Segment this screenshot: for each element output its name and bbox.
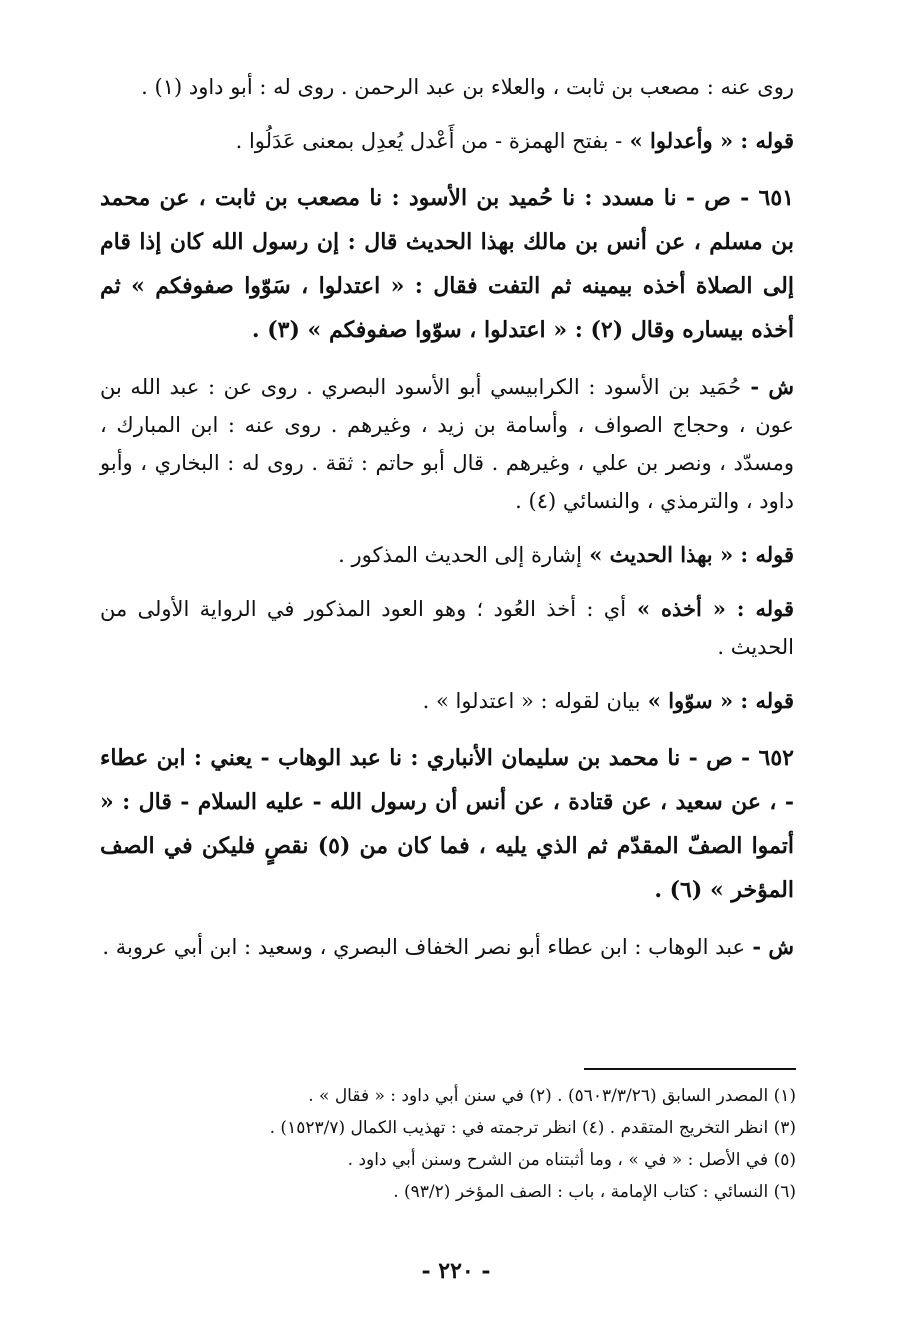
paragraph-lead: ش -: [741, 374, 794, 399]
paragraph-lead: قوله : « سوّوا »: [640, 688, 794, 713]
paragraph-1: [100, 68, 794, 106]
hadith-651: [100, 176, 794, 352]
footnote-line: (٥) في الأصل : « في » ، وما أثبتناه من الشرح وسنن أبي داود .: [347, 1150, 796, 1170]
paragraph-lead: قوله : « وأعدلوا »: [622, 128, 794, 153]
paragraph-6: [100, 590, 794, 666]
paragraph-4: [100, 368, 794, 520]
paragraph-lead: ش -: [745, 934, 794, 959]
paragraph-7: [100, 682, 794, 720]
page-number: - ٢٢٠ -: [421, 1258, 491, 1284]
paragraph-lead: قوله : « بهذا الحديث »: [581, 542, 794, 567]
paragraph-text: عبد الوهاب : ابن عطاء أبو نصر الخفاف البصري ، وسعيد : ابن أبي عروبة .: [102, 935, 746, 959]
paragraph-text: روى عنه : مصعب بن ثابت ، والعلاء بن عبد الرحمن . روى له : أبو داود (١) .: [141, 75, 794, 99]
hadith-652: [100, 736, 794, 912]
footnote-line: (١) المصدر السابق (٥٦٠٣/٣/٢٦) . (٢) في سنن أبي داود : « فقال » .: [308, 1086, 796, 1106]
paragraph-text: أي : أخذ العُود ؛ وهو العود المذكور في الرواية الأولى من الحديث .: [100, 597, 794, 659]
paragraph-2: [100, 122, 794, 160]
paragraph-text: ٦٥١ - ص - نا مسدد : نا حُميد بن الأسود : نا مصعب بن ثابت ، عن محمد بن مسلم ، عن أنس بن مالك بهذا الحديث قال : إن رسول الله كان إذا قام إلى الصلاة أخذه بيمينه ثم التفت فقال : « اعتدلوا ، سَوّوا صفوفكم » ثم أخذه بيساره وقال (٢) : « اعتدلوا ، سوّوا صفوفكم » (٣) .: [100, 185, 794, 343]
paragraph-text: حُمَيد بن الأسود : الكرابيسي أبو الأسود البصري . روى عن : عبد الله بن عون ، وحجاج الصواف ، وأسامة بن زيد ، وغيرهم . روى عنه : ابن المبارك ، ومسدّد ، ونصر بن علي ، وغيرهم . قال أبو حاتم : ثقة . روى له : البخاري ، وأبو داود ، والترمذي ، والنسائي (٤) .: [100, 375, 794, 513]
page-body: [100, 68, 794, 982]
footnotes: [110, 1080, 796, 1208]
paragraph-text: بيان لقوله : « اعتدلوا » .: [422, 689, 641, 713]
paragraph-text: - بفتح الهمزة - من أَعْدل يُعدِل بمعنى عَدَلُوا .: [235, 129, 623, 153]
paragraph-text: إشارة إلى الحديث المذكور .: [338, 543, 582, 567]
paragraph-9: [100, 928, 794, 966]
footnote-divider: [584, 1068, 796, 1070]
footnote-line: (٦) النسائي : كتاب الإمامة ، باب : الصف المؤخر (٩٣/٢) .: [393, 1182, 796, 1202]
paragraph-lead: قوله : « أخذه »: [626, 596, 794, 621]
paragraph-5: [100, 536, 794, 574]
footnote-line: (٣) انظر التخريج المتقدم . (٤) انظر ترجمته في : تهذيب الكمال (١٥٢٣/٧) .: [269, 1118, 796, 1138]
paragraph-text: ٦٥٢ - ص - نا محمد بن سليمان الأنباري : نا عبد الوهاب - يعني : ابن عطاء - ، عن سعيد ، عن قتادة ، عن أنس أن رسول الله - عليه السلام - قال : « أتموا الصفّ المقدّم ثم الذي يليه ، فما كان من (٥) نقصٍ فليكن في الصف المؤخر » (٦) .: [100, 745, 794, 903]
